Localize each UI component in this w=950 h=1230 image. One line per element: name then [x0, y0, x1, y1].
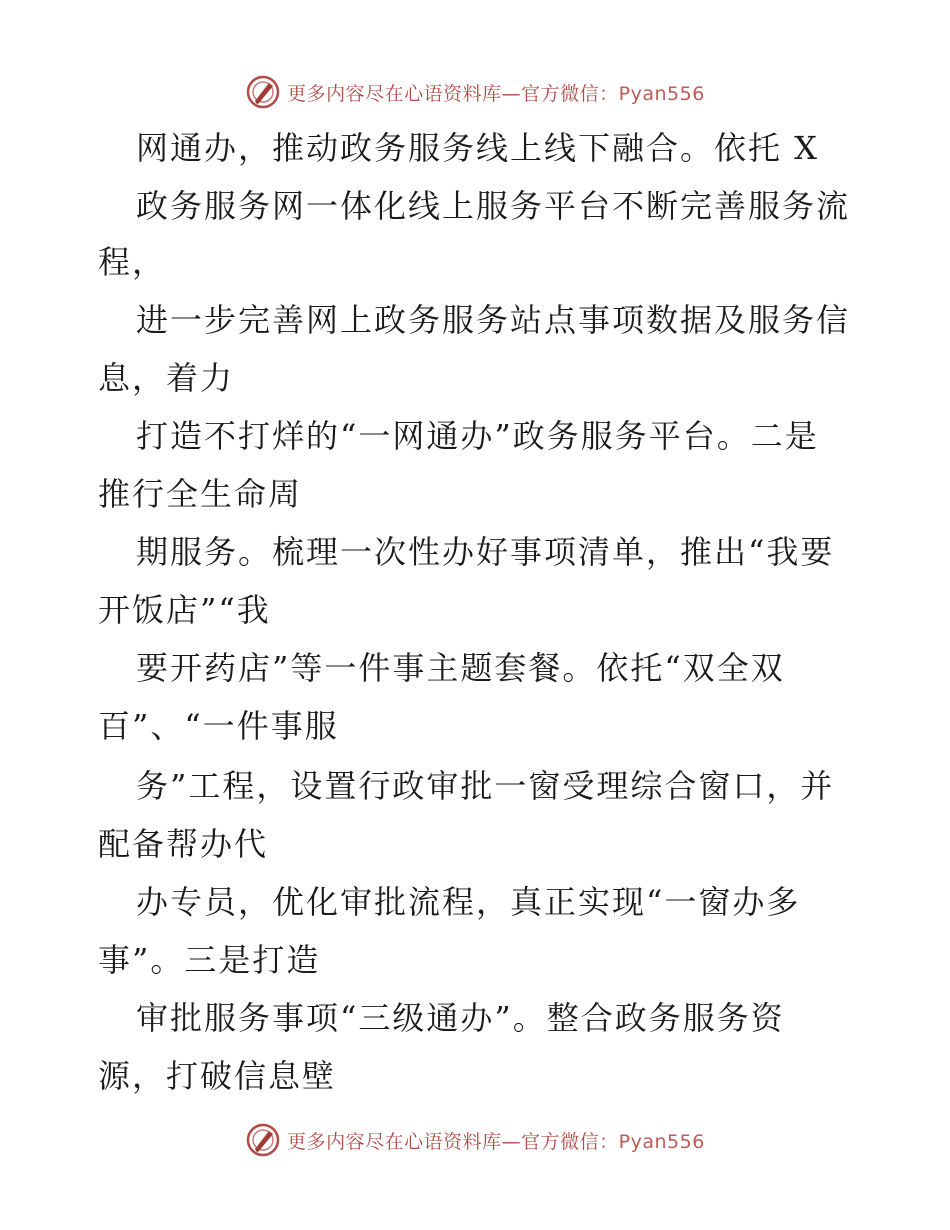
- pen-logo-icon: [245, 1122, 281, 1158]
- footer-wechat-id: Pyan556: [618, 1130, 705, 1153]
- body-line: 打造不打烊的“一网通办”政务服务平台。二是: [136, 417, 819, 455]
- body-line: 开饭店”“我: [98, 591, 271, 629]
- footer-banner: [0, 1118, 950, 1162]
- body-line: 期服务。梳理一次性办好事项清单，推出“我要: [136, 533, 835, 571]
- header-banner-text: 更多内容尽在心语资料库—官方微信：Pyan556: [287, 82, 705, 105]
- body-line: 务”工程，设置行政审批一窗受理综合窗口，并: [136, 767, 835, 805]
- body-line: 要开药店”等一件事主题套餐。依托“双全双: [136, 649, 785, 687]
- body-line: 推行全生命周: [98, 475, 303, 513]
- body-line: 程，: [98, 243, 167, 281]
- body-line: 办专员，优化审批流程，真正实现“一窗办多: [136, 883, 801, 921]
- body-line: 配备帮办代: [98, 825, 269, 863]
- body-line: 百”、“一件事服: [98, 707, 339, 745]
- body-line: 网通办，推动政务服务线上线下融合。依托 X: [136, 129, 819, 167]
- pen-logo-icon: [245, 74, 281, 110]
- body-line: 息，着力: [98, 359, 235, 397]
- body-line: 源，打破信息壁: [98, 1057, 337, 1095]
- body-line: 审批服务事项“三级通办”。整合政务服务资: [136, 999, 785, 1037]
- body-line: 事”。三是打造: [98, 941, 321, 979]
- body-line: 进一步完善网上政务服务站点事项数据及服务信: [136, 301, 851, 339]
- footer-banner-text: 更多内容尽在心语资料库—官方微信：Pyan556: [287, 1130, 705, 1153]
- header-wechat-id: Pyan556: [618, 82, 705, 105]
- body-line: 政务服务网一体化线上服务平台不断完善服务流: [136, 187, 851, 225]
- header-banner: [0, 70, 950, 114]
